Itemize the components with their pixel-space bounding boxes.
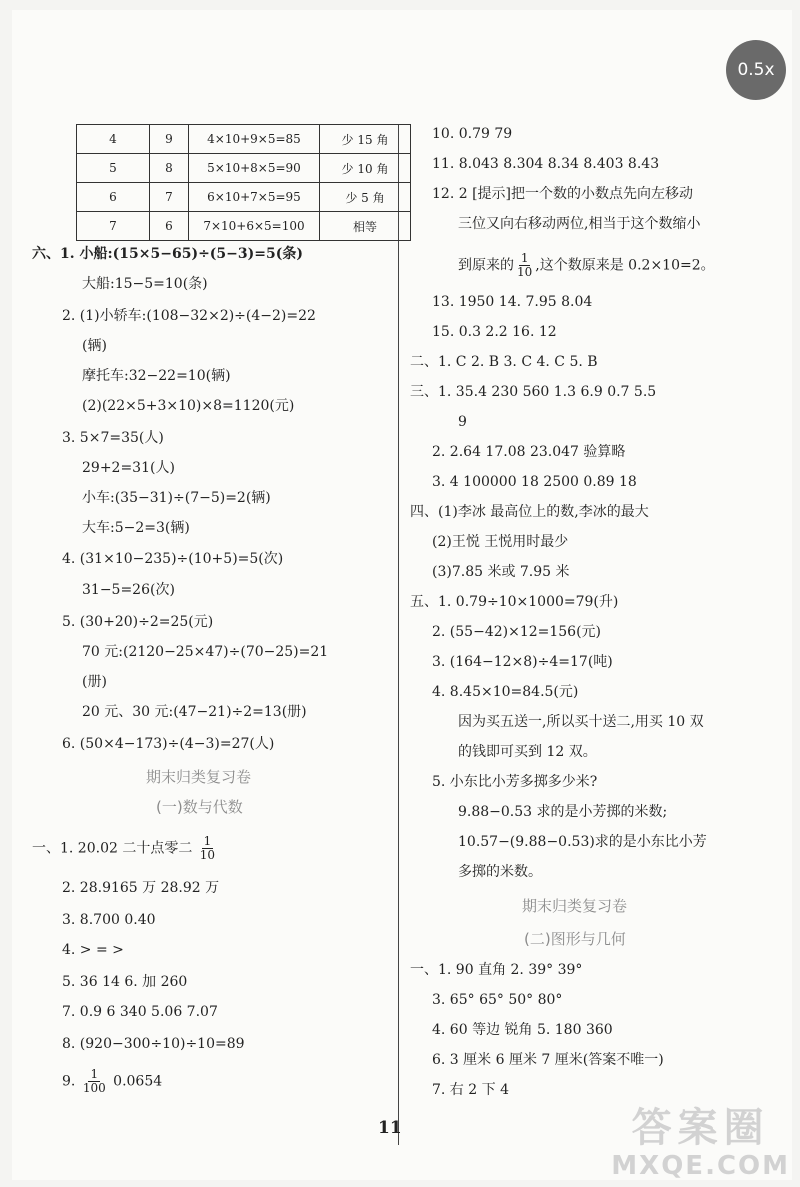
- section-title: 期末归类复习卷: [146, 768, 252, 786]
- table-cell: 少 10 角: [320, 154, 411, 183]
- answer-line: (辆): [82, 338, 107, 354]
- answer-line: 因为买五送一,所以买十送二,用买 10 双: [458, 714, 704, 730]
- table-cell: 5×10+8×5=90: [189, 154, 320, 183]
- answer-line: 2. (1)小轿车:(108−32×2)÷(4−2)=22: [62, 308, 316, 324]
- answer-line: 四、(1)李冰 最高位上的数,李冰的最大: [410, 504, 649, 520]
- table-row: [77, 154, 411, 183]
- fraction: $\frac{1}{10}$: [517, 251, 533, 279]
- table-cell: 6: [150, 212, 189, 241]
- answer-line: 9. $\frac{1}{100}$ 0.0654: [62, 1067, 163, 1095]
- table-cell: 8: [150, 154, 189, 183]
- column-divider: [398, 125, 399, 1145]
- answer-line: 4. (31×10−235)÷(10+5)=5(次): [62, 551, 284, 567]
- answer-line: 7. 右 2 下 4: [432, 1082, 509, 1098]
- answer-line: 6. (50×4−173)÷(4−3)=27(人): [62, 736, 275, 752]
- answer-line: 5. (30+20)÷2=25(元): [62, 614, 214, 630]
- answer-line: 三、1. 35.4 230 560 1.3 6.9 0.7 5.5: [410, 384, 657, 400]
- answer-line: 8. (920−300÷10)÷10=89: [62, 1036, 245, 1052]
- answer-line: 一、1. 20.02 二十点零二 $\frac{1}{10}$: [32, 834, 216, 862]
- answer-line: 一、1. 90 直角 2. 39° 39°: [410, 962, 583, 978]
- answer-line: 3. 65° 65° 50° 80°: [432, 992, 563, 1008]
- answer-line: 2. (55−42)×12=156(元): [432, 624, 602, 640]
- table-row: [77, 212, 411, 241]
- table-cell: 6×10+7×5=95: [189, 183, 320, 212]
- answer-line: 20 元、30 元:(47−21)÷2=13(册): [82, 704, 307, 720]
- table-cell: 7×10+6×5=100: [189, 212, 320, 241]
- answer-line: 三位又向右移动两位,相当于这个数缩小: [458, 216, 701, 232]
- table-cell: 9: [150, 125, 189, 154]
- answer-line: 15. 0.3 2.2 16. 12: [432, 324, 557, 340]
- table-cell: 相等: [320, 212, 411, 241]
- fraction: $\frac{1}{100}$: [82, 1067, 106, 1095]
- answer-line: 五、1. 0.79÷10×1000=79(升): [410, 594, 619, 610]
- answer-line: 7. 0.9 6 340 5.06 7.07: [62, 1004, 218, 1020]
- table-row: [77, 125, 411, 154]
- answer-line: 31−5=26(次): [82, 582, 175, 598]
- answer-line: 5. 36 14 6. 加 260: [62, 974, 188, 990]
- answer-line: 的钱即可买到 12 双。: [458, 744, 597, 760]
- answer-table: [76, 124, 411, 241]
- answer-line: 3. (164−12×8)÷4=17(吨): [432, 654, 613, 670]
- fraction: $\frac{1}{10}$: [199, 834, 216, 862]
- table-cell: 4: [77, 125, 150, 154]
- answer-line: 4. > = >: [62, 942, 124, 958]
- table-cell: 少 5 角: [320, 183, 411, 212]
- answer-line: 3. 5×7=35(人): [62, 430, 164, 446]
- answer-line: (2)王悦 王悦用时最少: [432, 534, 569, 550]
- answer-line: (3)7.85 米或 7.95 米: [432, 564, 570, 580]
- section-subtitle: (一)数与代数: [156, 798, 243, 816]
- answer-line: 4. 60 等边 锐角 5. 180 360: [432, 1022, 613, 1038]
- answer-line: (册): [82, 674, 107, 690]
- answer-line: 9: [458, 414, 467, 430]
- answer-line: 大车:5−2=3(辆): [82, 520, 190, 536]
- answer-line: 13. 1950 14. 7.95 8.04: [432, 294, 593, 310]
- answer-line: (2)(22×5+3×10)×8=1120(元): [82, 398, 295, 414]
- table-cell: 5: [77, 154, 150, 183]
- answer-line: 3. 4 100000 18 2500 0.89 18: [432, 474, 637, 490]
- answer-line: 4. 8.45×10=84.5(元): [432, 684, 579, 700]
- table-row: [77, 183, 411, 212]
- site-watermark: 答案圈 MXQE.COM: [611, 1105, 790, 1181]
- answer-line: 3. 8.700 0.40: [62, 912, 156, 928]
- answer-line: 小车:(35−31)÷(7−5)=2(辆): [82, 490, 271, 506]
- answer-line: 大船:15−5=10(条): [82, 276, 208, 292]
- answer-line: 12. 2 [提示]把一个数的小数点先向左移动: [432, 186, 693, 202]
- table-cell: 6: [77, 183, 150, 212]
- table-cell: 少 15 角: [320, 125, 411, 154]
- answer-line: 二、1. C 2. B 3. C 4. C 5. B: [410, 354, 598, 370]
- answer-line: 5. 小东比小芳多掷多少米?: [432, 774, 598, 790]
- answer-line: 70 元:(2120−25×47)÷(70−25)=21: [82, 644, 329, 660]
- answer-line: 2. 28.9165 万 28.92 万: [62, 880, 220, 896]
- answer-line: 六、1. 小船:(15×5−65)÷(5−3)=5(条): [32, 246, 303, 262]
- answer-line: 6. 3 厘米 6 厘米 7 厘米(答案不唯一): [432, 1052, 664, 1068]
- answer-line: 10. 0.79 79: [432, 126, 513, 142]
- zoom-badge[interactable]: 0.5x: [726, 40, 786, 100]
- answer-line: 到原来的 $\frac{1}{10}$ ,这个数原来是 0.2×10=2。: [458, 251, 715, 279]
- answer-line: 多掷的米数。: [458, 864, 542, 880]
- answer-line: 29+2=31(人): [82, 460, 175, 476]
- page-number: 11: [378, 1118, 402, 1138]
- answer-line: 2. 2.64 17.08 23.047 验算略: [432, 444, 626, 460]
- answer-line: 9.88−0.53 求的是小芳掷的米数;: [458, 804, 668, 820]
- section-title: 期末归类复习卷: [522, 897, 628, 915]
- answer-line: 11. 8.043 8.304 8.34 8.403 8.43: [432, 156, 660, 172]
- table-cell: 7: [150, 183, 189, 212]
- answer-line: 10.57−(9.88−0.53)求的是小东比小芳: [458, 834, 707, 850]
- table-cell: 4×10+9×5=85: [189, 125, 320, 154]
- answer-line: 摩托车:32−22=10(辆): [82, 368, 231, 384]
- table-cell: 7: [77, 212, 150, 241]
- section-subtitle: (二)图形与几何: [524, 930, 626, 948]
